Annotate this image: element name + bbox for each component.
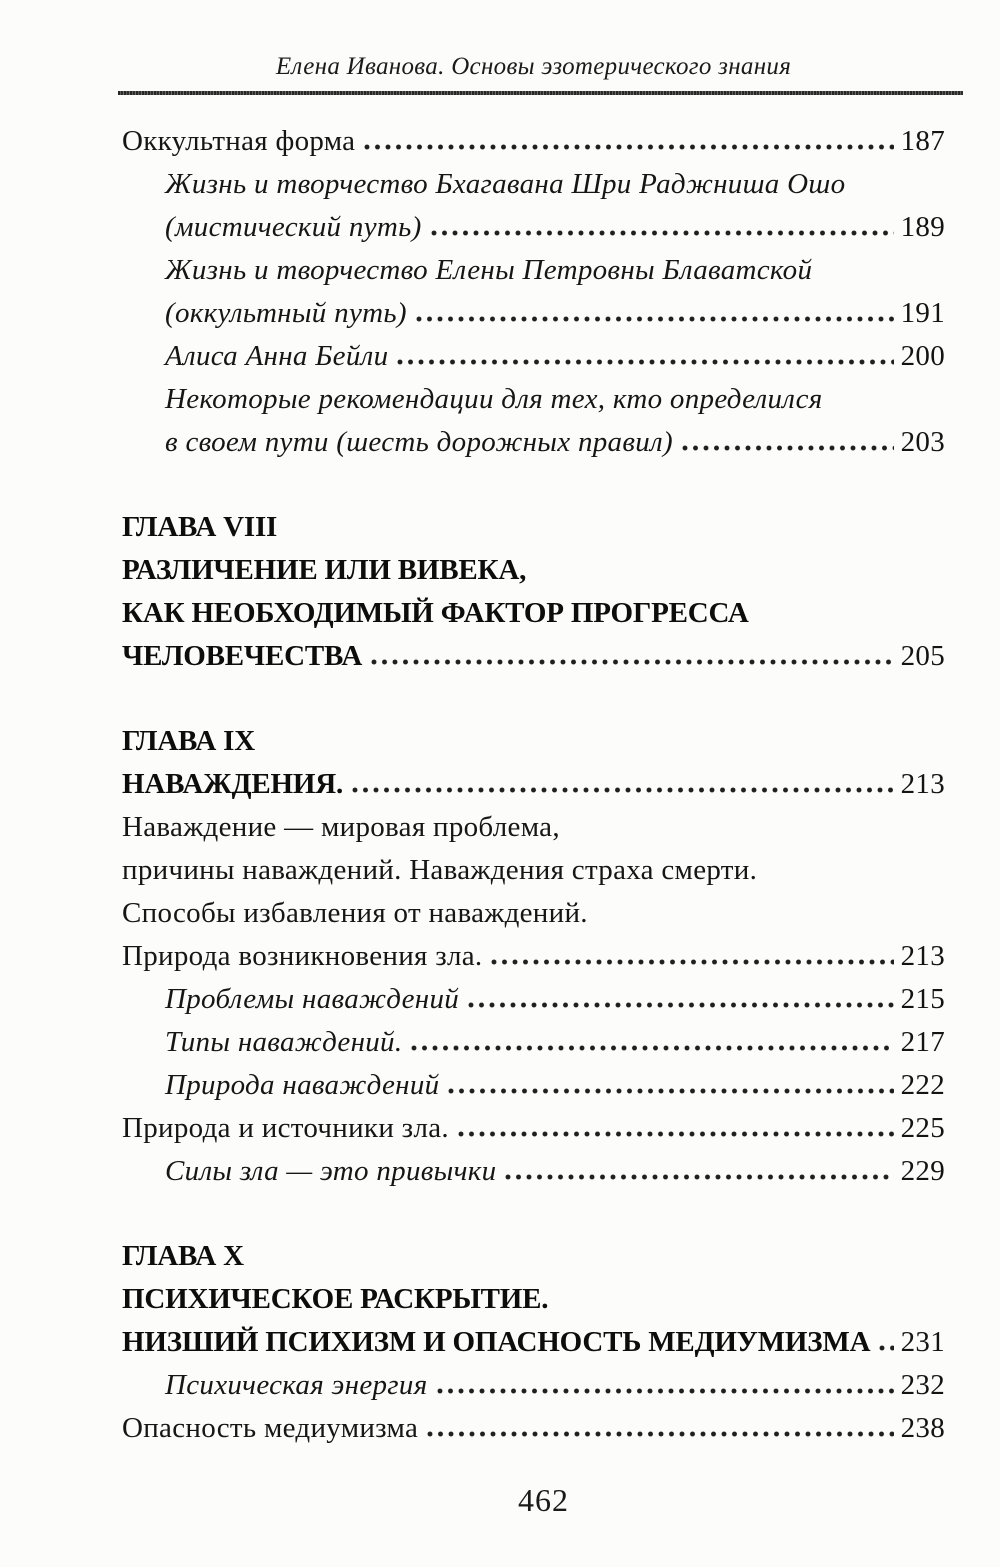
toc-entry-page: 229 (900, 1155, 945, 1187)
toc-entry (122, 549, 945, 592)
dot-leader (427, 1427, 893, 1437)
toc-entry (122, 206, 945, 249)
toc-entry-title: Силы зла — это привычки (165, 1155, 497, 1187)
dot-leader (879, 1341, 893, 1351)
toc-entry (122, 163, 945, 206)
toc-entry-page: 191 (900, 297, 945, 329)
toc-entry (122, 1150, 945, 1193)
toc-entry-title: Психическая энергия (165, 1369, 428, 1401)
toc-entry (122, 1021, 945, 1064)
toc-entry-page: 215 (900, 983, 945, 1015)
dot-leader (352, 783, 894, 793)
toc-entry-title: Алиса Анна Бейли (165, 340, 389, 372)
toc-entry-page: 238 (900, 1412, 945, 1444)
toc-entry (122, 249, 945, 292)
toc-entry-title: (мистический путь) (165, 211, 422, 243)
header-rule (118, 91, 963, 95)
toc-entry-title: Способы избавления от наваждений. (122, 897, 588, 929)
toc-entry (122, 1364, 945, 1407)
toc-entry-page: 200 (900, 340, 945, 372)
toc-entry-title: Наваждение — мировая проблема, (122, 811, 560, 843)
toc-entry-title: Жизнь и творчество Елены Петровны Блаватской (165, 254, 813, 286)
toc-entry (122, 1107, 945, 1150)
dot-leader (468, 998, 894, 1008)
toc-entry (122, 892, 945, 935)
toc-entry-title: (оккультный путь) (165, 297, 407, 329)
toc-entry-title: Природа и источники зла. (122, 1112, 449, 1144)
toc-entry-title: ГЛАВА X (122, 1240, 244, 1272)
dot-leader (364, 140, 893, 150)
toc-entry (122, 1278, 945, 1321)
toc-entry-page: 213 (900, 940, 945, 972)
toc-entry (122, 1407, 945, 1450)
dot-leader (431, 226, 894, 236)
page-header (122, 52, 945, 95)
toc-entry (122, 592, 945, 635)
dot-leader (682, 441, 894, 451)
dot-leader (505, 1170, 893, 1180)
toc-entry-page: 205 (900, 640, 945, 672)
toc-entry-page: 213 (900, 768, 945, 800)
toc-entry-title: ПСИХИЧЕСКОЕ РАСКРЫТИЕ. (122, 1283, 549, 1315)
toc-entry (122, 849, 945, 892)
toc-entry-title: ГЛАВА VIII (122, 511, 278, 543)
toc-entry (122, 806, 945, 849)
toc-entry-title: Типы наваждений. (165, 1026, 403, 1058)
toc-entry (122, 935, 945, 978)
toc-entry-title: Жизнь и творчество Бхагавана Шри Раджниша Ошо (165, 168, 846, 200)
dot-leader (437, 1384, 894, 1394)
dot-leader (397, 355, 893, 365)
toc-entry (122, 1235, 945, 1278)
toc-entry-title: в своем пути (шесть дорожных правил) (165, 426, 673, 458)
toc-entry (122, 506, 945, 549)
toc-entry-title: РАЗЛИЧЕНИЕ ИЛИ ВИВЕКА, (122, 554, 527, 586)
toc-entry-title: Некоторые рекомендации для тех, кто определился (165, 383, 823, 415)
toc-entry-page: 222 (900, 1069, 945, 1101)
toc-entry (122, 120, 945, 163)
dot-leader (416, 312, 894, 322)
page-number: 462 (518, 1482, 569, 1518)
toc-entry-page: 231 (900, 1326, 945, 1358)
toc-entry (122, 378, 945, 421)
toc-entry-page: 203 (900, 426, 945, 458)
toc-entry-title: причины наваждений. Наваждения страха смерти. (122, 854, 758, 886)
toc-entry-title: НИЗШИЙ ПСИХИЗМ И ОПАСНОСТЬ МЕДИУМИЗМА (122, 1326, 871, 1358)
toc-entry (122, 635, 945, 678)
toc-entry-title: КАК НЕОБХОДИМЫЙ ФАКТОР ПРОГРЕССА (122, 597, 749, 629)
toc-entry-title: Природа возникновения зла. (122, 940, 483, 972)
dot-leader (491, 955, 893, 965)
toc-entry (122, 292, 945, 335)
dot-leader (458, 1127, 894, 1137)
toc-entry-title: ЧЕЛОВЕЧЕСТВА (122, 640, 363, 672)
toc-entry (122, 1064, 945, 1107)
toc-entry-title: Природа наваждений (165, 1069, 440, 1101)
toc-entry-title: ГЛАВА IX (122, 725, 255, 757)
toc-entry-title: Оккультная форма (122, 125, 356, 157)
toc-entry-page: 232 (900, 1369, 945, 1401)
toc-entry (122, 978, 945, 1021)
dot-leader (371, 655, 894, 665)
toc-entry-page: 217 (900, 1026, 945, 1058)
toc-entry-title: Опасность медиумизма (122, 1412, 419, 1444)
table-of-contents (122, 120, 945, 1450)
page-footer (122, 1482, 945, 1519)
toc-entry (122, 1321, 945, 1364)
dot-leader (411, 1041, 893, 1051)
toc-entry-title: Проблемы наваждений (165, 983, 460, 1015)
toc-entry (122, 335, 945, 378)
toc-entry-page: 187 (900, 125, 945, 157)
dot-leader (448, 1084, 893, 1094)
toc-entry (122, 720, 945, 763)
toc-entry (122, 763, 945, 806)
toc-entry-title: НАВАЖДЕНИЯ. (122, 768, 344, 800)
toc-entry-page: 189 (900, 211, 945, 243)
toc-entry (122, 421, 945, 464)
running-header: Елена Иванова. Основы эзотерического знания (275, 53, 792, 80)
toc-entry-page: 225 (900, 1112, 945, 1144)
